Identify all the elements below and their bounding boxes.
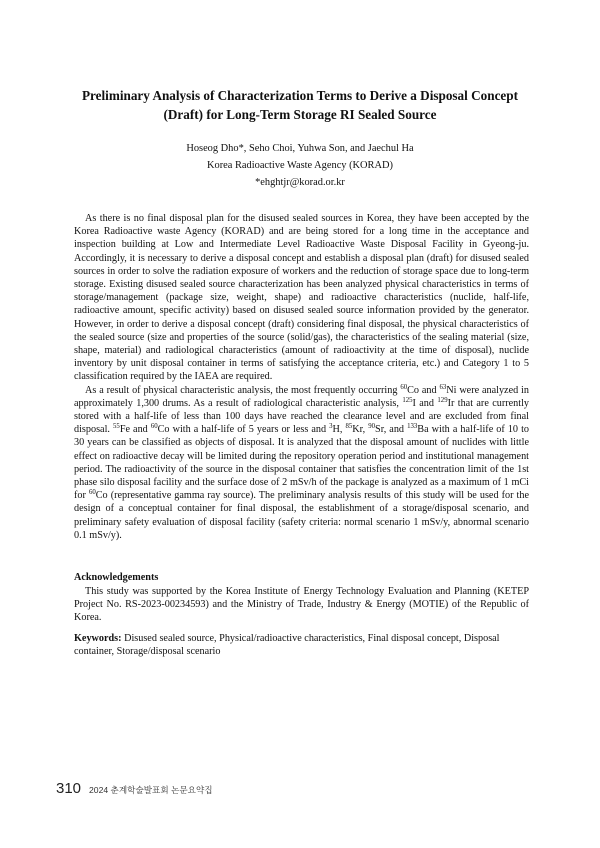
text-run: Sr, and bbox=[375, 424, 408, 436]
keywords bbox=[74, 632, 529, 658]
isotope-mass-number: 55 bbox=[113, 423, 120, 431]
text-run: Co with a half-life of 5 years or less and bbox=[157, 424, 330, 436]
isotope-mass-number: 60 bbox=[88, 489, 96, 497]
corresponding-email: *ehghtjr@korad.or.kr bbox=[255, 177, 345, 188]
acknowledgements-text: This study was supported by the Korea Institute of Energy Technology Evaluation and Planning (KETEP Project No. RS-2023-00234593) and the Ministry of Trade, Industry & Energy (MOTIE) of the Republic of Korea. bbox=[74, 586, 529, 624]
text-run: As a result of physical characteristic analysis, the most frequently occurring bbox=[85, 384, 401, 396]
affiliation: Korea Radioactive Waste Agency (KORAD) bbox=[207, 160, 393, 171]
title-line-2: (Draft) for Long-Term Storage RI Sealed Source bbox=[163, 107, 437, 122]
text-run: Ba with a half-life of 10 to 30 years can be classified as objects of disposal. It is analyzed that the disposal amount of nuclides with little effect on radioactive decay will be limited during the repository operation period and institutional management period. The radioactivity of the source in the disposal container that satisfies the concentration limit of the 1st phase silo disposal facility and the surface dose of 2 mSv/h of the package is analyzed as a maximum of 1 mCi for bbox=[74, 424, 529, 502]
isotope-mass-number: 60 bbox=[400, 383, 408, 391]
keywords-label: Keywords: bbox=[74, 633, 122, 644]
page-footer bbox=[56, 780, 213, 797]
text-run: Fe and bbox=[119, 424, 151, 436]
abstract-paragraph-2 bbox=[74, 384, 529, 542]
text-run: Kr, bbox=[352, 424, 369, 436]
title-line-1: Preliminary Analysis of Characterization Terms to Derive a Disposal Concept bbox=[82, 88, 518, 103]
text-run: Co and bbox=[407, 384, 440, 396]
text-run: I and bbox=[412, 397, 438, 409]
text-run: Ir that are currently stored with a half-life of less than 100 days have reached the clearance level and are excluded from final disposal. bbox=[74, 397, 530, 436]
isotope-mass-number: 3 bbox=[329, 423, 333, 431]
author-list: Hoseog Dho*, Seho Choi, Yuhwa Son, and Jaechul Ha bbox=[186, 143, 414, 154]
isotope-mass-number: 60 bbox=[150, 423, 158, 431]
text-run: H, bbox=[332, 424, 346, 436]
isotope-mass-number: 125 bbox=[402, 396, 413, 404]
keywords-text: Disused sealed source, Physical/radioactive characteristics, Final disposal concept, Disposal container, Storage/disposal scenario bbox=[74, 633, 500, 658]
abstract-paragraph-1: As there is no final disposal plan for the disused sealed sources in Korea, they have been accepted by the Korea Radioactive waste Agency (KORAD) and are being stored for a long time in the acceptance and inspection building at Low and Intermediate Level Radioactive Waste Disposal Facility in Gyeong-ju. Accordingly, it is necessary to derive a disposal concept and establish a disposal plan (draft) for disused sealed sources in order to solve the radiation exposure of workers and the reduction of storage space due to long-term storage. Existing disused sealed source characterization has been analyzed physical characteristics in terms of storage/management (package size, weight, shape) and radioactive characteristics (nuclide, half-life, radioactive amount, specific activity) based on disused sealed source information provided by the generator. However, in order to derive a disposal concept (draft) considering final disposal, the physical characteristics of the sealed source (size and properties of the source (solid/gas), the characteristics of the sealing material (size, shape, material) and radiological characteristics (amount of radioactivity at the time of disposal), nuclide inventory by unit disposal container in terms of satisfying the acceptance criteria, etc.) and Category 1 to 5 classification required by the IAEA are required. bbox=[74, 213, 529, 383]
isotope-mass-number: 63 bbox=[439, 383, 447, 391]
abstract bbox=[74, 212, 529, 542]
isotope-mass-number: 133 bbox=[407, 423, 418, 431]
text-run: Ni were analyzed in approximately 1,300 drums. As a result of radiological characteristic analysis, bbox=[74, 384, 529, 409]
page-number: 310 bbox=[56, 780, 82, 797]
paper-title bbox=[60, 86, 540, 124]
isotope-mass-number: 85 bbox=[345, 423, 353, 431]
isotope-mass-number: 129 bbox=[437, 396, 448, 404]
proceedings-title: 2024 춘계학술발표회 논문요약집 bbox=[89, 785, 213, 795]
isotope-mass-number: 90 bbox=[368, 423, 376, 431]
text-run: Co (representative gamma ray source). The preliminary analysis results of this study will be used for the design of a conceptual container for final disposal, the establishment of a storage/disposal scenario, and preliminary safety evaluation of disposal facility (safety criteria: normal scenario 1 mSv/y, abnormal scenario 0.1 mSv/y). bbox=[74, 490, 529, 541]
acknowledgements-heading: Acknowledgements bbox=[74, 572, 159, 583]
acknowledgements bbox=[74, 585, 529, 625]
